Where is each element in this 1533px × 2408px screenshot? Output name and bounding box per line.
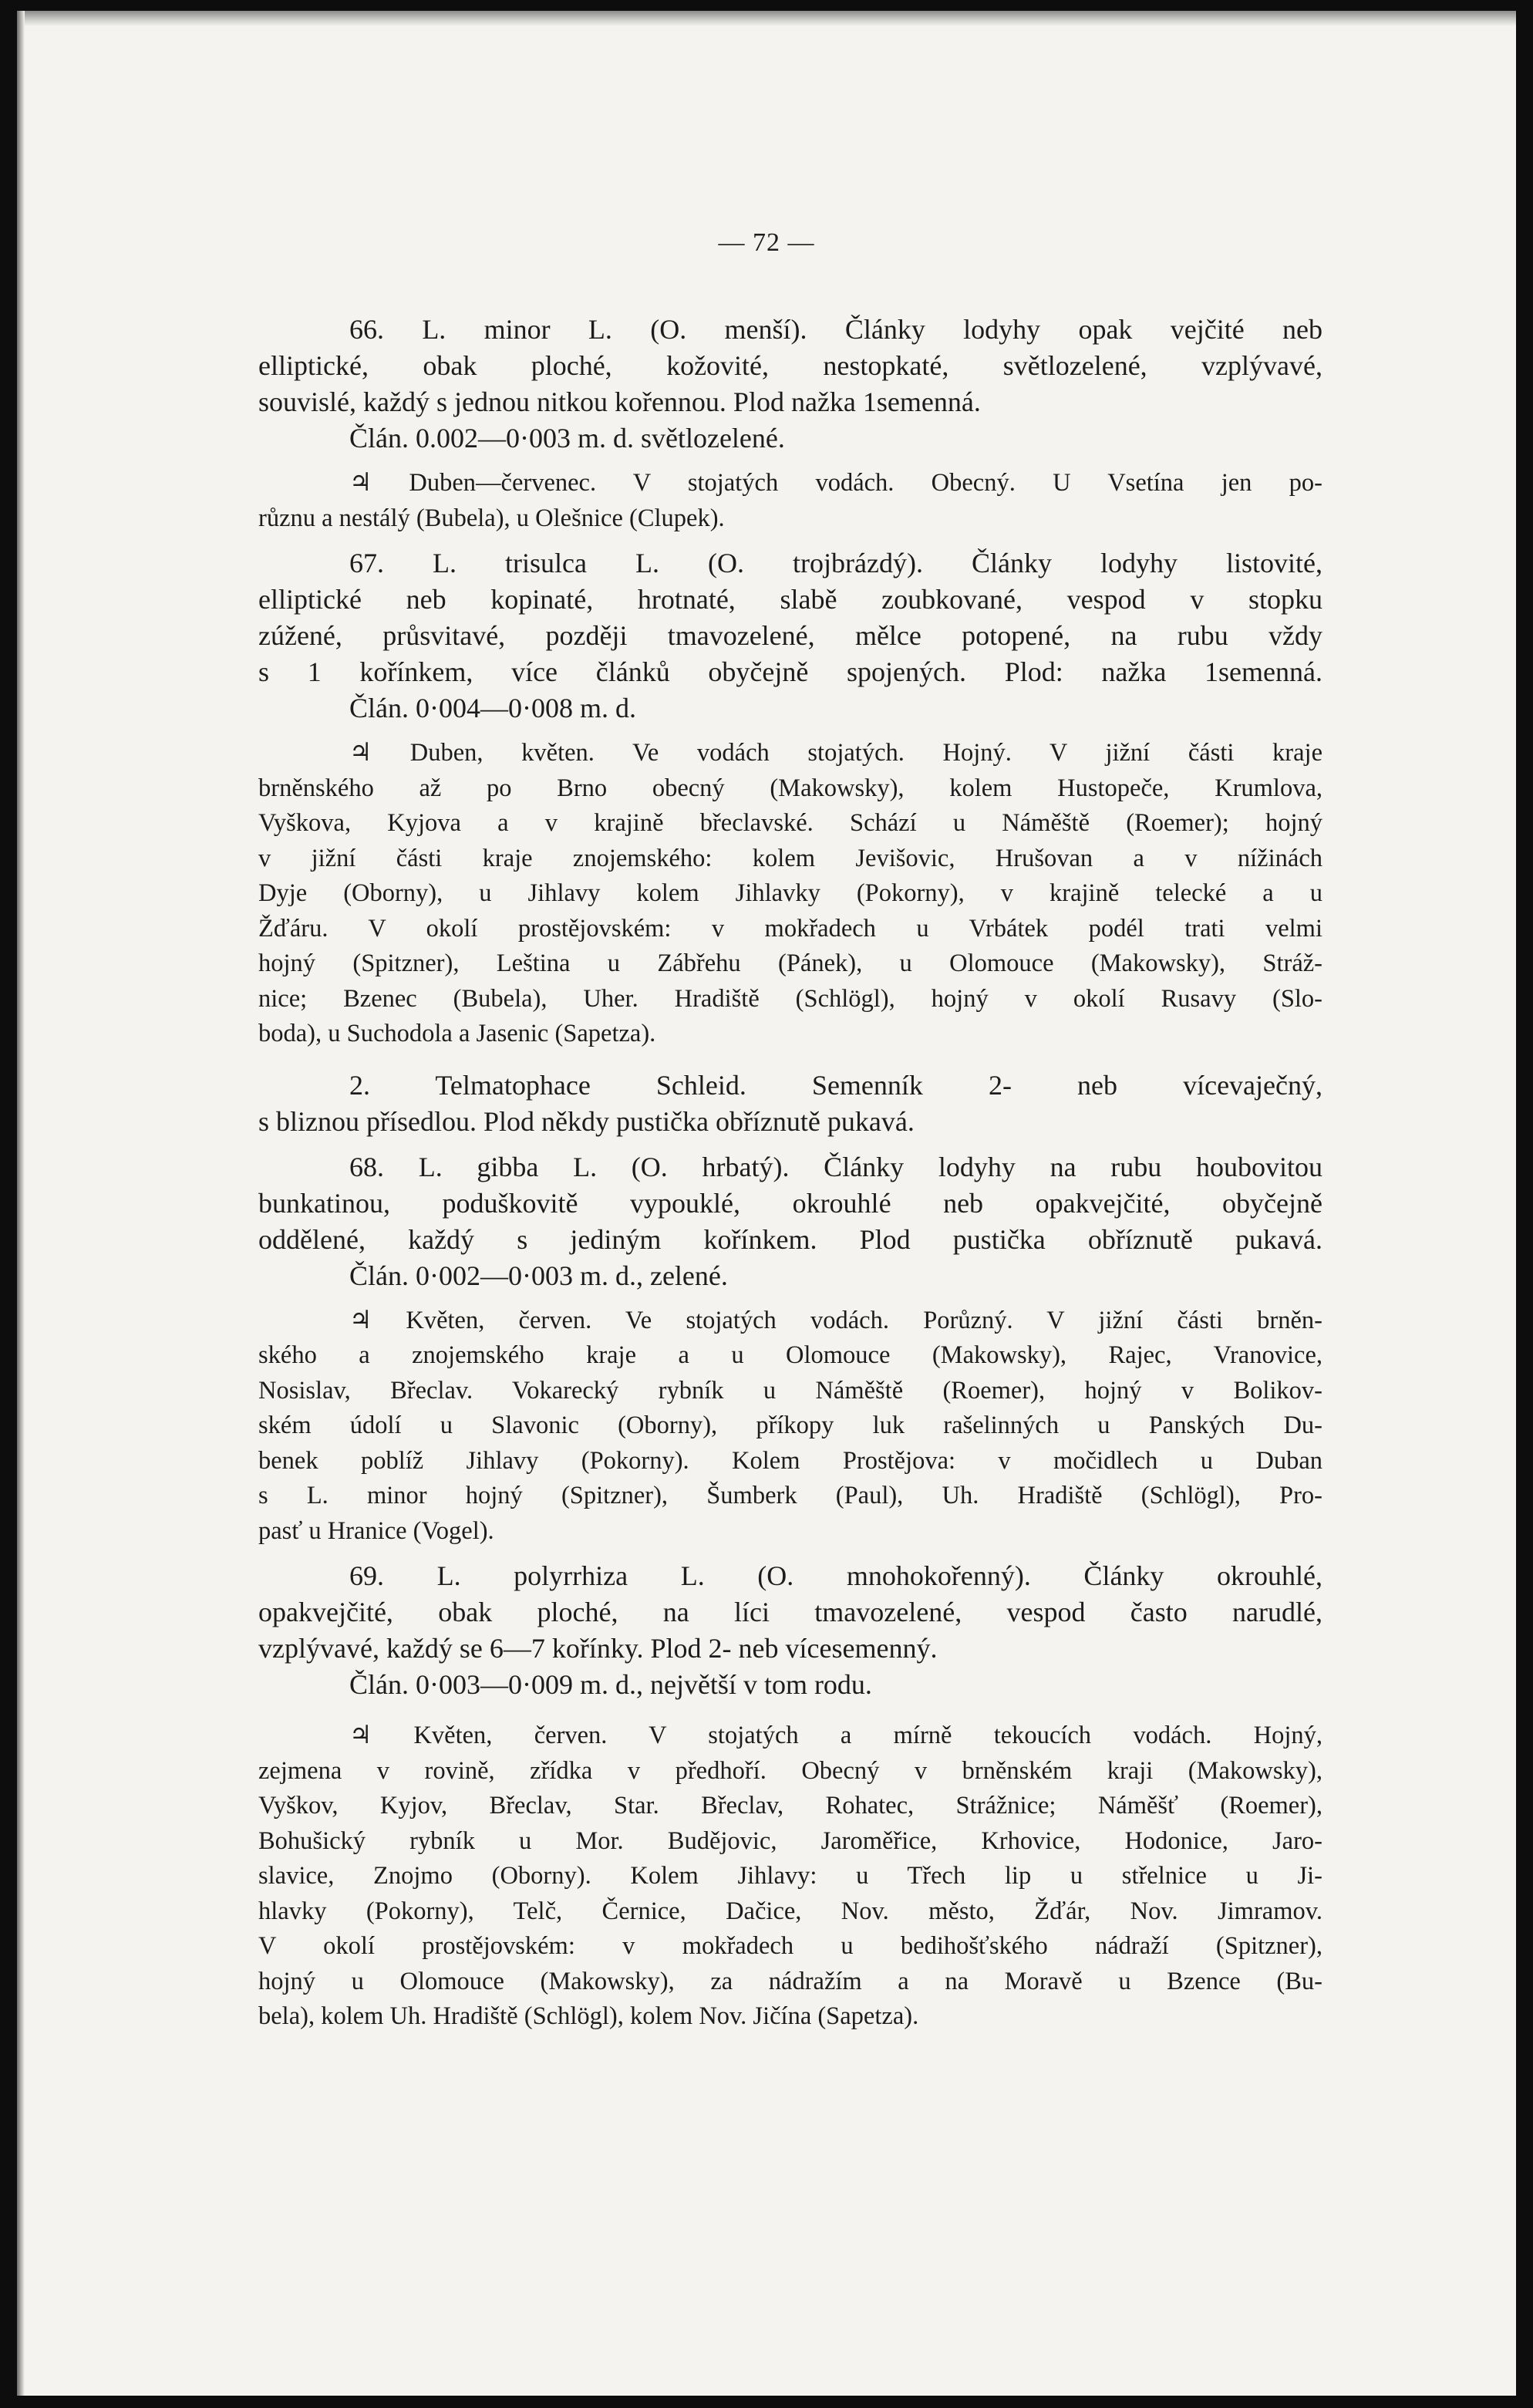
text-line: Bohušický rybník u Mor. Budějovic, Jaroměřice, Krhovice, Hodonice, Jaro- — [258, 1826, 1322, 1855]
text-line: pasť u Hranice (Vogel). — [258, 1516, 494, 1545]
text-line: hojný u Olomouce (Makowsky), za nádražím a na Moravě u Bzence (Bu- — [258, 1967, 1322, 1995]
text-line: 67. L. trisulca L. (O. trojbrázdý). Články lodyhy listovité, — [349, 548, 1322, 578]
text-line: brněnského až po Brno obecný (Makowsky), kolem Hustopeče, Krumlova, — [258, 774, 1322, 802]
page-number: — 72 — — [718, 228, 815, 257]
paragraph-lemna-minor-habitat — [258, 466, 1322, 536]
text-line: Člán. 0·004—0·008 m. d. — [349, 693, 636, 723]
text-line: opakvejčité, obak ploché, na líci tmavozelené, vespod často narudlé, — [258, 1597, 1322, 1627]
text-line: různu a nestálý (Bubela), u Olešnice (Clupek). — [258, 504, 725, 532]
text-line: bunkatinou, poduškovitě vypouklé, okrouhlé neb opakvejčité, obyčejně — [258, 1187, 1322, 1219]
paragraph-lemna-polyrrhiza — [258, 1558, 1322, 1703]
text-line: Vyškov, Kyjov, Břeclav, Star. Břeclav, Rohatec, Strážnice; Náměšť (Roemer), — [258, 1792, 1322, 1819]
paragraph-lemna-polyrrhiza-habitat — [258, 1718, 1322, 2035]
text-line: Člán. 0.002—0·003 m. d. světlozelené. — [349, 423, 785, 454]
text-line: 69. L. polyrrhiza L. (O. mnohokořenný). Články okrouhlé, — [349, 1560, 1322, 1591]
text-line: ♃ Duben, květen. Ve vodách stojatých. Hojný. V jižní části kraje — [349, 739, 1322, 767]
text-line: Nosislav, Břeclav. Vokarecký rybník u Náměště (Roemer), hojný v Bolikov- — [258, 1376, 1322, 1405]
text-line: elliptické neb kopinaté, hrotnaté, slabě zoubkované, vespod v stopku — [258, 584, 1322, 615]
text-line: slavice, Znojmo (Oborny). Kolem Jihlavy: u Třech lip u střelnice u Ji- — [258, 1862, 1322, 1890]
text-line: 2. Telmatophace Schleid. Semenník 2- neb vícevaječný, — [349, 1069, 1322, 1101]
paragraph-lemna-trisulca-habitat — [258, 736, 1322, 1052]
text-line: ♃ Květen, červen. V stojatých a mírně tekoucích vodách. Hojný, — [349, 1722, 1322, 1749]
text-line: 68. L. gibba L. (O. hrbatý). Články lodyhy na rubu houbovitou — [349, 1151, 1322, 1182]
text-line: oddělené, každý s jediným kořínkem. Plod pustička obříznutě pukavá. — [258, 1223, 1322, 1255]
text-line: souvislé, každý s jednou nitkou kořennou. Plod nažka 1semenná. — [258, 386, 981, 417]
text-line: s bliznou přísedlou. Plod někdy pustička obříznutě pukavá. — [258, 1105, 915, 1137]
text-line: zejmena v rovině, zřídka v předhoří. Obecný v brněnském kraji (Makowsky), — [258, 1756, 1322, 1785]
text-line: benek poblíž Jihlavy (Pokorny). Kolem Prostějova: v močidlech u Duban — [258, 1446, 1322, 1475]
paragraph-lemna-gibba-habitat — [258, 1303, 1322, 1550]
text-line: hojný (Spitzner), Leština u Zábřehu (Pánek), u Olomouce (Makowsky), Stráž- — [258, 949, 1322, 977]
text-line: vzplývavé, každý se 6—7 kořínky. Plod 2- neb vícesemenný. — [258, 1633, 938, 1664]
text-line: Člán. 0·002—0·003 m. d., zelené. — [349, 1260, 728, 1291]
text-line: s L. minor hojný (Spitzner), Šumberk (Paul), Uh. Hradiště (Schlögl), Pro- — [258, 1482, 1322, 1509]
text-line: zúžené, průsvitavé, později tmavozelené, mělce potopené, na rubu vždy — [258, 620, 1322, 651]
body-text — [258, 312, 1322, 2035]
scan-shadow-left — [17, 11, 25, 2396]
text-line: ského a znojemského kraje a u Olomouce (Makowsky), Rajec, Vranovice, — [258, 1341, 1322, 1369]
text-line: 66. L. minor L. (O. menší). Články lodyhy opak vejčité neb — [349, 314, 1322, 345]
text-line: s 1 kořínkem, více článků obyčejně spojených. Plod: nažka 1semenná. — [258, 656, 1322, 687]
text-line: Vyškova, Kyjova a v krajině břeclavské. Schází u Náměště (Roemer); hojný — [258, 809, 1322, 837]
scan-shadow-top — [17, 11, 1516, 26]
text-line: Žďáru. V okolí prostějovském: v mokřadech u Vrbátek podél trati velmi — [258, 914, 1322, 943]
scanned-page — [17, 11, 1516, 2396]
text-line: elliptické, obak ploché, kožovité, nestopkaté, světlozelené, vzplývavé, — [258, 350, 1322, 381]
text-line: boda), u Suchodola a Jasenic (Sapetza). — [258, 1020, 656, 1047]
paragraph-lemna-minor — [258, 312, 1322, 457]
text-line: V okolí prostějovském: v mokřadech u bedihošťského nádraží (Spitzner), — [258, 1932, 1322, 1960]
paragraph-lemna-gibba — [258, 1149, 1322, 1294]
text-line: ském údolí u Slavonic (Oborny), příkopy luk rašelinných u Panských Du- — [258, 1411, 1322, 1439]
text-line: ♃ Duben—červenec. V stojatých vodách. Obecný. U Vsetína jen po- — [349, 469, 1322, 497]
text-line: ♃ Květen, červen. Ve stojatých vodách. Porůzný. V jižní části brněn- — [349, 1306, 1322, 1334]
text-line: v jižní části kraje znojemského: kolem Jevišovic, Hrušovan a v nížinách — [258, 844, 1322, 872]
paragraph-telmatophace — [258, 1067, 1322, 1140]
text-line: nice; Bzenec (Bubela), Uher. Hradiště (Schlögl), hojný v okolí Rusavy (Slo- — [258, 984, 1322, 1013]
text-line: Dyje (Oborny), u Jihlavy kolem Jihlavky (Pokorny), v krajině telecké a u — [258, 879, 1322, 907]
text-line: Člán. 0·003—0·009 m. d., největší v tom rodu. — [349, 1669, 872, 1700]
text-line: hlavky (Pokorny), Telč, Černice, Dačice, Nov. město, Žďár, Nov. Jimramov. — [258, 1897, 1322, 1925]
paragraph-lemna-trisulca — [258, 545, 1322, 727]
text-line: bela), kolem Uh. Hradiště (Schlögl), kolem Nov. Jičína (Sapetza). — [258, 2002, 919, 2030]
